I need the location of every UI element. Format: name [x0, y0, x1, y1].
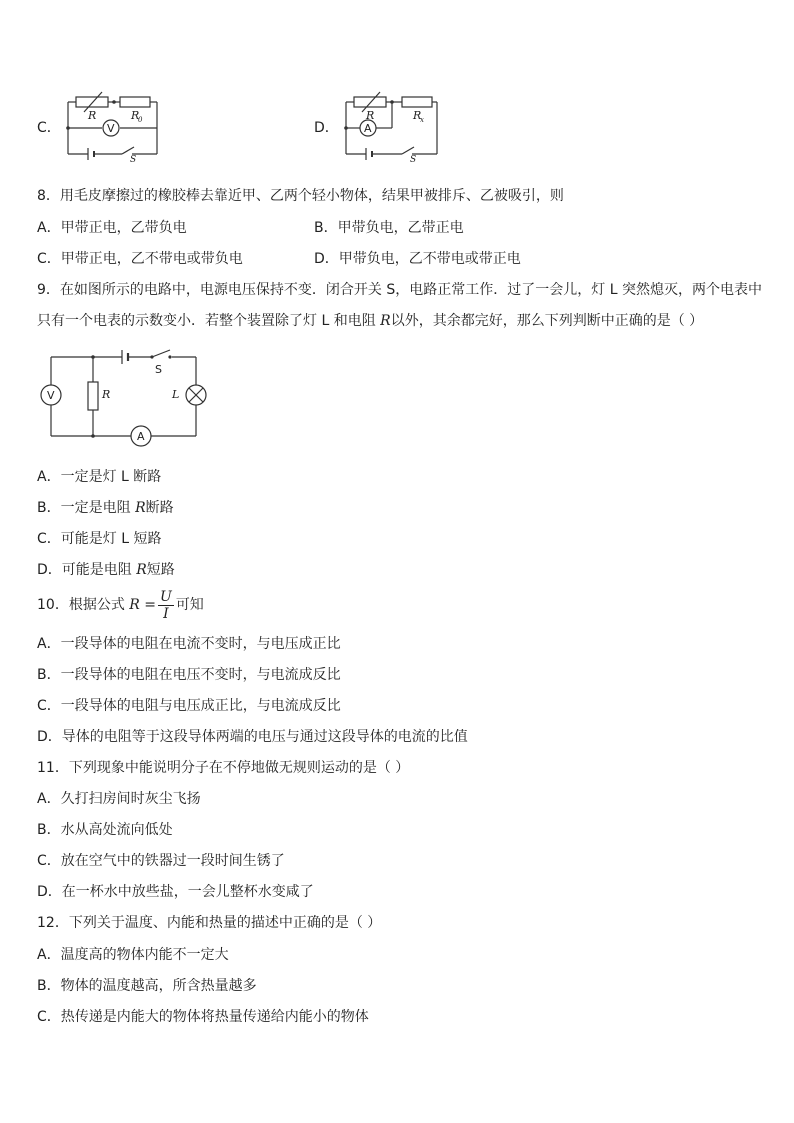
q8-option-d: D．甲带负电，乙不带电或带正电: [314, 251, 521, 267]
q7d-ammeter-label: A: [364, 122, 372, 135]
q9-option-a: A．一定是灯 L 断路: [37, 469, 162, 485]
q9-stem-line1: 9．在如图所示的电路中，电源电压保持不变．闭合开关 S，电路正常工作．过了一会儿，灯 L 突然熄灭，两个电表中: [37, 282, 762, 298]
q11-option-b: B．水从高处流向低处: [37, 822, 173, 838]
q7d-resistor-label: R: [413, 109, 422, 122]
q7-circuit-c-diagram: [62, 90, 162, 162]
q12-option-c: C．热传递是内能大的物体将热量传递给内能小的物体: [37, 1009, 369, 1025]
q7c-switch-label: S: [130, 155, 137, 162]
q12-stem: 12．下列关于温度、内能和热量的描述中正确的是（ ）: [37, 915, 382, 931]
q9-resistor-label: R: [102, 388, 111, 401]
q10-formula-lhs: R =: [129, 597, 156, 613]
q9-voltmeter-label: V: [47, 389, 55, 402]
q7c-resistor-label: R: [131, 109, 140, 122]
q8-option-a: A．甲带正电，乙带负电: [37, 220, 187, 236]
q10-option-b: B．一段导体的电阻在电压不变时，与电流成反比: [37, 667, 341, 683]
q12-option-a: A．温度高的物体内能不一定大: [37, 947, 229, 963]
q11-option-a: A．久打扫房间时灰尘飞扬: [37, 791, 201, 807]
q7-option-c-label: C．: [37, 120, 61, 136]
q9-stem-line2: 只有一个电表的示数变小．若整个装置除了灯 L 和电阻 R以外，其余都完好，那么下列判断中正确的是（ ）: [37, 313, 704, 329]
q10-option-a: A．一段导体的电阻在电流不变时，与电压成正比: [37, 636, 341, 652]
q9-ammeter-label: A: [137, 430, 145, 443]
q7c-rheostat-label: R: [88, 109, 97, 122]
q9-option-c: C．可能是灯 L 短路: [37, 531, 162, 547]
q8-option-c: C．甲带正电，乙不带电或带负电: [37, 251, 243, 267]
q7c-resistor-sub: 0: [138, 116, 143, 124]
q7d-resistor-sub: x: [420, 116, 424, 124]
q11-option-d: D．在一杯水中放些盐，一会儿整杯水变咸了: [37, 884, 314, 900]
q9-var-r: R: [380, 313, 391, 329]
q12-option-b: B．物体的温度越高，所含热量越多: [37, 978, 257, 994]
q7c-voltmeter-label: V: [107, 122, 115, 135]
q9-option-d: D．可能是电阻 R短路: [37, 562, 175, 578]
q9-option-b: B．一定是电阻 R断路: [37, 500, 174, 516]
q9-switch-label: S: [155, 363, 162, 376]
q9-circuit-diagram: [38, 345, 210, 451]
q10-stem: 10．根据公式 R = $\frac{U}{I}$ 可知: [37, 588, 204, 622]
q10-option-d: D．导体的电阻等于这段导体两端的电压与通过这段导体的电流的比值: [37, 729, 468, 745]
q8-stem: 8．用毛皮摩擦过的橡胶棒去靠近甲、乙两个轻小物体，结果甲被排斥、乙被吸引，则: [37, 188, 564, 204]
q10-formula-fraction: $\frac{U}{I}$: [160, 588, 172, 622]
q9-lamp-label: L: [172, 388, 180, 401]
q11-stem: 11．下列现象中能说明分子在不停地做无规则运动的是（ ）: [37, 760, 410, 776]
q8-option-b: B．甲带负电，乙带正电: [314, 220, 464, 236]
q7-circuit-d-diagram: [340, 90, 440, 162]
q11-option-c: C．放在空气中的铁器过一段时间生锈了: [37, 853, 285, 869]
q7d-rheostat-label: R: [366, 109, 375, 122]
q10-option-c: C．一段导体的电阻与电压成正比，与电流成反比: [37, 698, 341, 714]
q7d-switch-label: S: [410, 155, 417, 162]
q7-option-d-label: D．: [314, 120, 339, 136]
